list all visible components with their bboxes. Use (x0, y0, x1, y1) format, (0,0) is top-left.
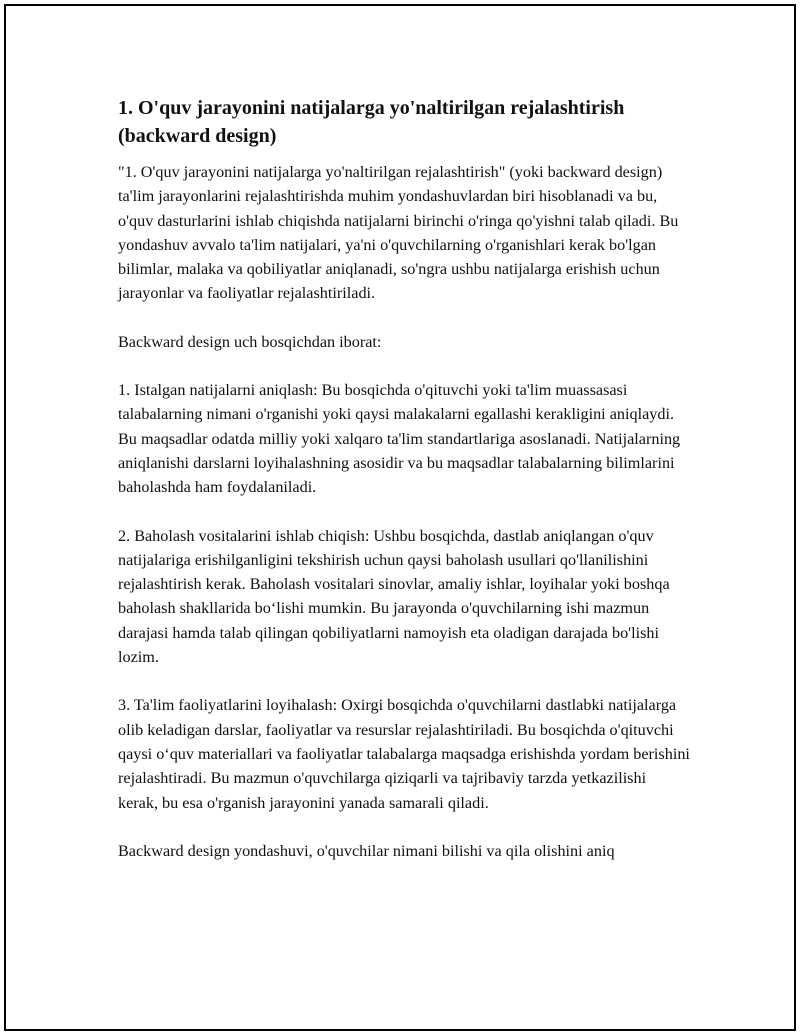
intro-paragraph: "1. O'quv jarayonini natijalarga yo'naltirilgan rejalashtirish" (yoki backward design) ta'lim jarayonlarini rejalashtirishda muhim yondashuvlardan biri hisoblanadi va bu, o'quv dasturlarini ishlab chiqishda natijalarni birinchi o'ringa qo'yishni talab qiladi. Bu yondashuv avvalo ta'lim natijalari, ya'ni o'quvchilarning o'rganishlari kerak bo'lgan bilimlar, malaka va qobiliyatlar aniqlanadi, so'ngra ushbu natijalarga erishish uchun jarayonlar va faoliyatlar rejalashtiriladi. (118, 163, 679, 303)
document-body (118, 94, 690, 887)
stage-3-paragraph: 3. Ta'lim faoliyatlarini loyihalash: Oxirgi bosqichda o'quvchilarni dastlabki natijalarga olib keladigan darslar, faoliyatlar va resurslar rejalashtiriladi. Bu bosqichda o'qituvchi qaysi o‘quv materiallari va faoliyatlar talabalarga maqsadga erishishda yordam berishini rejalashtiradi. Bu mazmun o'quvchilarga qiziqarli va tajribaviy tarzda yetkazilishi kerak, bu esa o'rganish jarayonini yanada samarali qiladi. (118, 696, 690, 812)
stage-2-paragraph: 2. Baholash vositalarini ishlab chiqish: Ushbu bosqichda, dastlab aniqlangan o'quv natijalariga erishilganligini tekshirish uchun qaysi baholash usullari qo'llanilishini rejalashtirish kerak. Baholash vositalari sinovlar, amaliy ishlar, loyihalar yoki boshqa baholash shakllarida bo‘lishi mumkin. Bu jarayonda o'quvchilarning ishi mazmun darajasi hamda talab qilingan qobiliyatlarni namoyish eta oladigan darajada bo'lishi lozim. (118, 526, 670, 667)
document-title: 1. O'quv jarayonini natijalarga yo'naltirilgan rejalashtirish (backward design) (118, 97, 625, 147)
conclusion-paragraph: Backward design yondashuvi, o'quvchilar nimani bilishi va qila olishini aniq (118, 841, 615, 860)
stages-intro-paragraph: Backward design uch bosqichdan iborat: (118, 332, 382, 351)
stage-1-paragraph: 1. Istalgan natijalarni aniqlash: Bu bosqichda o'qituvchi yoki ta'lim muassasasi talabalarning nimani o'rganishi yoki qaysi malakalarni egallashi kerakligini aniqlaydi. Bu maqsadlar odatda milliy yoki xalqaro ta'lim standartlariga asoslanadi. Natijalarning aniqlanishi darslarni loyihalashning asosidir va bu maqsadlar talabalarning bilimlarini baholashda ham foydalaniladi. (118, 381, 681, 497)
